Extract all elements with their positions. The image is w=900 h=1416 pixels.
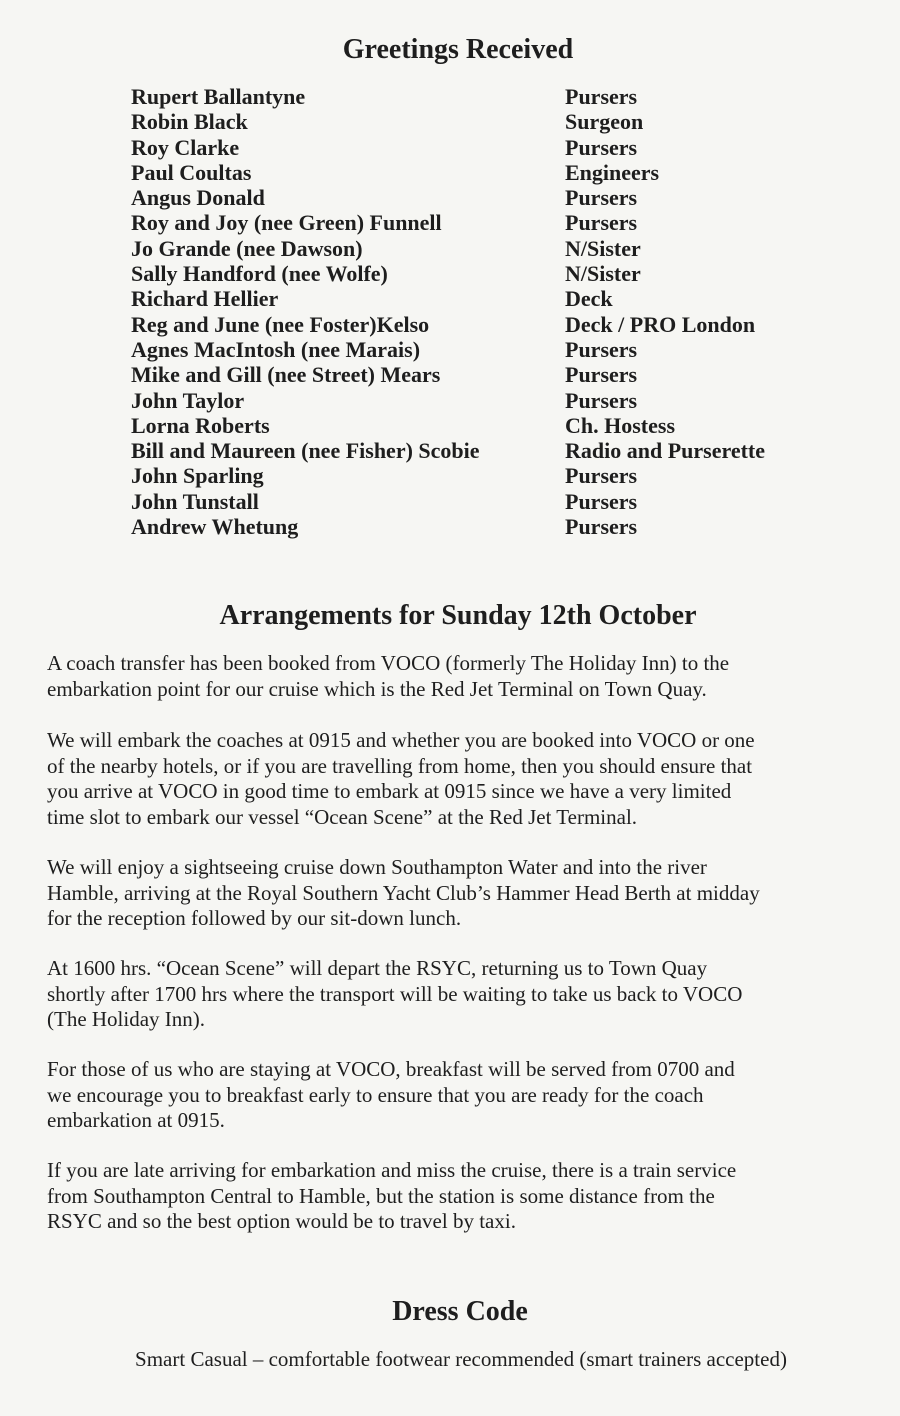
text-line: time slot to embark our vessel “Ocean Scene” at the Red Jet Terminal.: [47, 804, 638, 829]
list-item: [131, 210, 811, 235]
arrangements-paragraph-embark: [47, 728, 877, 830]
text-line: of the nearby hotels, or if you are travelling from home, then you should ensure that: [47, 753, 753, 778]
list-item: [131, 109, 811, 134]
list-item: [131, 312, 811, 337]
greeting-name: Roy and Joy (nee Green) Funnell: [131, 210, 442, 236]
greeting-name: Paul Coultas: [131, 159, 252, 185]
greeting-name: Lorna Roberts: [131, 412, 270, 438]
greeting-name: John Sparling: [131, 463, 264, 489]
greeting-name: Sally Handford (nee Wolfe): [131, 261, 388, 287]
greeting-department: Pursers: [565, 185, 638, 211]
greeting-name: Mike and Gill (nee Street) Mears: [131, 362, 441, 388]
text-line: (The Holiday Inn).: [47, 1007, 206, 1031]
greeting-department: Radio and Purserette: [565, 438, 766, 464]
greeting-department: Deck: [565, 286, 613, 312]
text-line: If you are late arriving for embarkation and miss the cruise, there is a train service: [47, 1158, 737, 1182]
text-line: we encourage you to breakfast early to ensure that you are ready for the coach: [47, 1082, 704, 1107]
text-line: embarkation at 0915.: [47, 1108, 225, 1132]
greeting-name: Jo Grande (nee Dawson): [131, 235, 363, 261]
text-line: We will enjoy a sightseeing cruise down Southampton Water and into the river: [47, 855, 707, 879]
text-line: you arrive at VOCO in good time to embark at 0915 since we have a very limited: [47, 779, 732, 803]
text-line: At 1600 hrs. “Ocean Scene” will depart the RSYC, returning us to Town Quay: [47, 956, 708, 980]
arrangements-title: Arrangements for Sunday 12th October: [219, 600, 697, 631]
greeting-department: N/Sister: [565, 235, 641, 261]
list-item: [131, 185, 811, 210]
greeting-name: Richard Hellier: [131, 286, 279, 312]
greeting-department: Pursers: [565, 362, 638, 388]
greeting-department: Surgeon: [565, 109, 644, 135]
greeting-name: Angus Donald: [131, 185, 265, 211]
text-line: for the reception followed by our sit-down lunch.: [47, 906, 462, 930]
greeting-department: Engineers: [565, 159, 660, 185]
list-item: [131, 463, 811, 488]
list-item: [131, 160, 811, 185]
text-line: RSYC and so the best option would be to travel by taxi.: [47, 1209, 516, 1233]
list-item: [131, 286, 811, 311]
list-item: [131, 362, 811, 387]
list-item: [131, 489, 811, 514]
greeting-department: Pursers: [565, 134, 638, 160]
greeting-name: Andrew Whetung: [131, 514, 299, 540]
greeting-name: Agnes MacIntosh (nee Marais): [131, 336, 421, 362]
greeting-name: Roy Clarke: [131, 134, 240, 160]
greeting-department: Pursers: [565, 387, 638, 413]
greeting-name: John Tunstall: [131, 488, 259, 514]
greeting-department: Pursers: [565, 488, 638, 514]
arrangements-paragraph-late-arrival: [47, 1158, 877, 1235]
list-item: [131, 84, 811, 109]
dress-code-title: Dress Code: [392, 1296, 528, 1327]
greeting-department: Pursers: [565, 336, 638, 362]
greeting-department: Pursers: [565, 463, 638, 489]
greeting-department: Deck / PRO London: [565, 311, 756, 337]
arrangements-paragraph-coach-transfer: [47, 651, 877, 702]
arrangements-paragraph-return: [47, 956, 877, 1033]
text-line: from Southampton Central to Hamble, but the station is some distance from the: [47, 1183, 715, 1208]
text-line: Hamble, arriving at the Royal Southern Yacht Club’s Hammer Head Berth at midday: [47, 880, 760, 905]
greeting-name: Rupert Ballantyne: [131, 84, 306, 109]
text-line: We will embark the coaches at 0915 and whether you are booked into VOCO or one: [47, 728, 755, 752]
greeting-name: Reg and June (nee Foster)Kelso: [131, 311, 430, 337]
list-item: [131, 514, 811, 539]
text-line: embarkation point for our cruise which is the Red Jet Terminal on Town Quay.: [47, 676, 707, 701]
text-line: For those of us who are staying at VOCO, breakfast will be served from 0700 and: [47, 1057, 735, 1081]
list-item: [131, 135, 811, 160]
dress-code-text: Smart Casual – comfortable footwear recommended (smart trainers accepted): [135, 1347, 787, 1371]
list-item: [131, 261, 811, 286]
list-item: [131, 337, 811, 362]
list-item: [131, 438, 811, 463]
text-line: A coach transfer has been booked from VOCO (formerly The Holiday Inn) to the: [47, 651, 730, 675]
arrangements-paragraph-breakfast: [47, 1057, 877, 1134]
list-item: [131, 413, 811, 438]
list-item: [131, 236, 811, 261]
greetings-title: Greetings Received: [342, 34, 574, 65]
greeting-name: John Taylor: [131, 387, 245, 413]
list-item: [131, 388, 811, 413]
greetings-list: [131, 84, 811, 539]
arrangements-paragraph-cruise: [47, 855, 877, 932]
greeting-name: Robin Black: [131, 109, 248, 135]
greeting-department: Pursers: [565, 84, 638, 109]
text-line: shortly after 1700 hrs where the transport will be waiting to take us back to VOCO: [47, 981, 743, 1006]
greeting-department: Pursers: [565, 210, 638, 236]
greeting-department: Ch. Hostess: [565, 412, 676, 438]
greeting-department: Pursers: [565, 514, 638, 540]
greeting-department: N/Sister: [565, 261, 641, 287]
greeting-name: Bill and Maureen (nee Fisher) Scobie: [131, 438, 480, 464]
